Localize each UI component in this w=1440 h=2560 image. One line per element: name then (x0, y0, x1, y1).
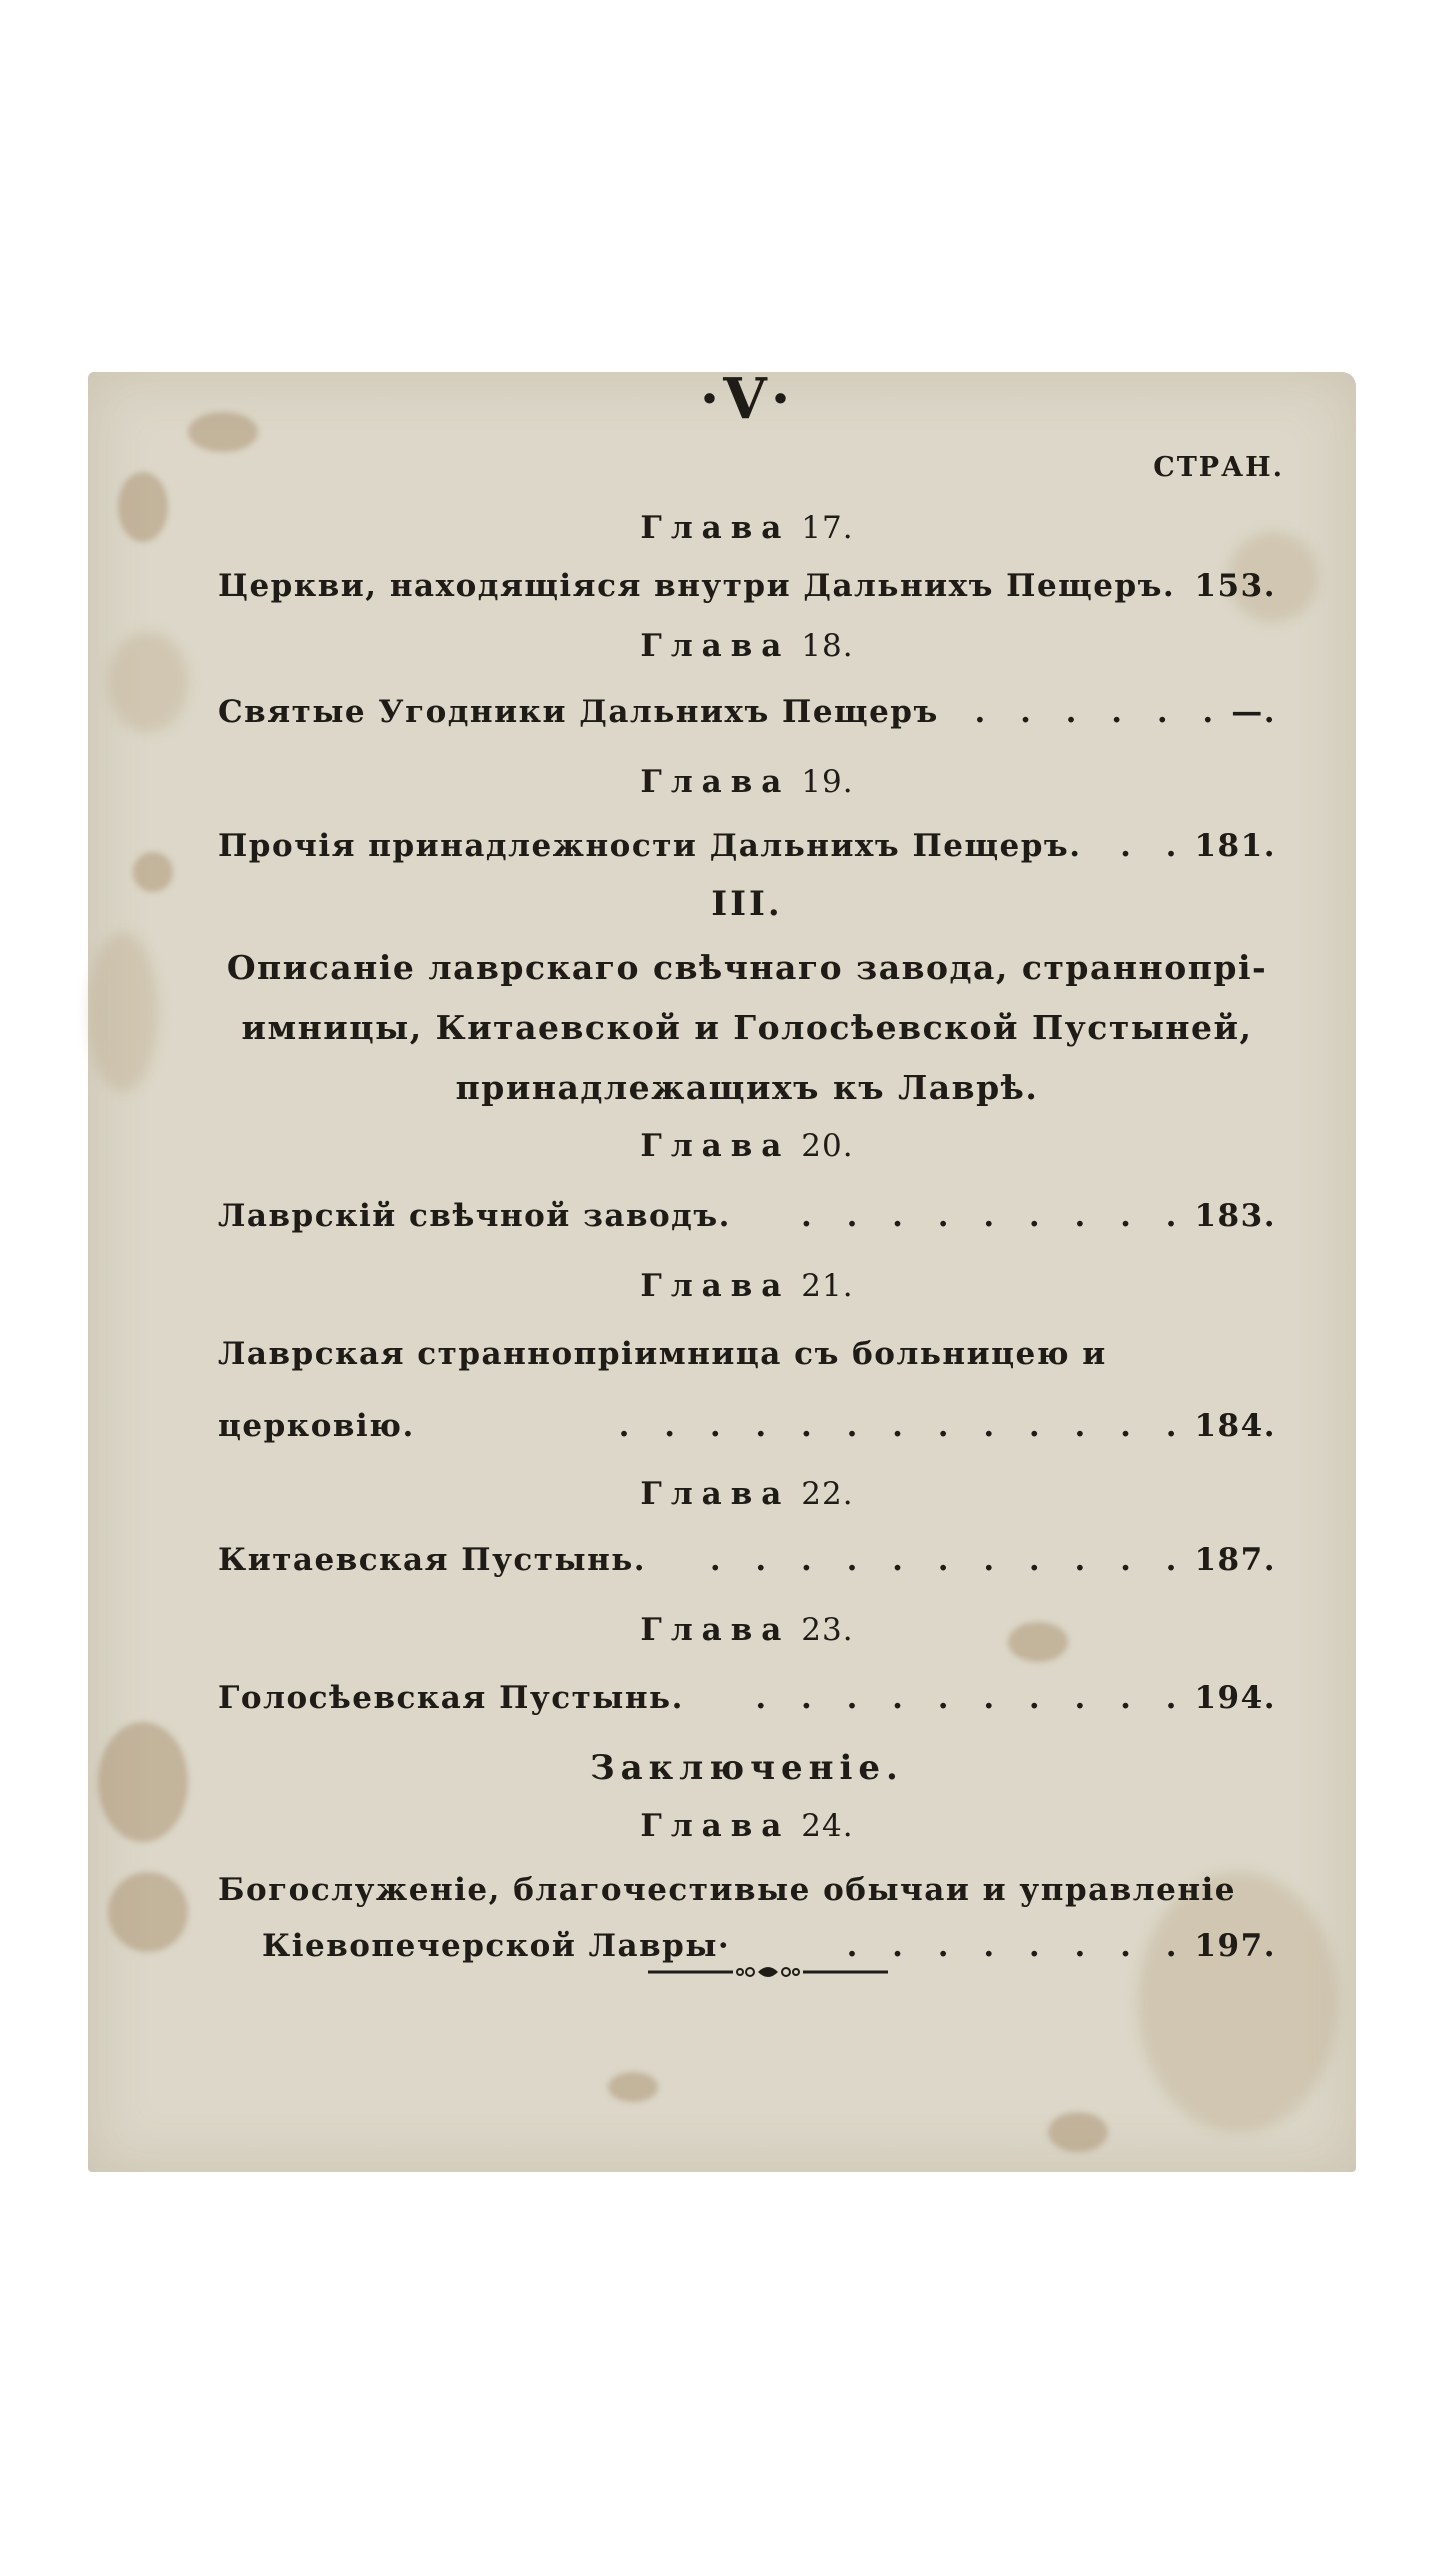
chapter-number: 21. (801, 1268, 854, 1304)
toc-entry-24-line-1 (218, 1872, 1276, 1908)
chapter-label: Глава (640, 628, 791, 664)
dot-leader: . . . . . . . . . . . . . (618, 1408, 1189, 1444)
page-column-header: СТРАН. (1153, 452, 1284, 483)
page-number: ·V· (699, 366, 795, 432)
entry-page: 187. (1194, 1542, 1276, 1578)
entry-title: церковію. (218, 1408, 415, 1444)
entry-page: —. (1231, 694, 1276, 730)
chapter-label: Глава (640, 1128, 791, 1164)
chapter-number: 19. (801, 764, 854, 800)
dot-leader: . . . . . . . . . . . (709, 1542, 1189, 1578)
entry-page: 153. (1194, 568, 1276, 604)
chapter-heading-24 (218, 1808, 1276, 1844)
chapter-label: Глава (640, 764, 791, 800)
dot-leader: . . . . . . . . (846, 1928, 1189, 1964)
entry-title: Лаврскій свѣчной заводъ. (218, 1198, 731, 1234)
dot-leader: . . . . . . . . . . (755, 1680, 1189, 1716)
chapter-heading-18 (218, 628, 1276, 664)
entry-title: Прочія принадлежности Дальнихъ Пещеръ. (218, 828, 1082, 864)
stain (108, 1872, 188, 1952)
entry-page: 183. (1194, 1198, 1276, 1234)
chapter-number: 18. (801, 628, 854, 664)
chapter-heading-20 (218, 1128, 1276, 1164)
chapter-heading-19 (218, 764, 1276, 800)
entry-page: 181. (1194, 828, 1276, 864)
toc-entry-19 (218, 828, 1276, 864)
entry-title: Голосѣевская Пустынь. (218, 1680, 684, 1716)
part-title-line-2: имницы, Китаевской и Голосѣевской Пустыней, (241, 1008, 1253, 1047)
ornament-divider-icon (648, 1962, 888, 1982)
toc-entry-24-line-2 (262, 1928, 1276, 1964)
toc-entry-17 (218, 568, 1276, 604)
chapter-label: Глава (640, 1612, 791, 1648)
part-title-line-3: принадлежащихъ къ Лаврѣ. (455, 1068, 1039, 1107)
chapter-label: Глава (640, 1268, 791, 1304)
toc-entry-21-line-1 (218, 1336, 1276, 1372)
stain (98, 1722, 188, 1842)
chapter-heading-22 (218, 1476, 1276, 1512)
entry-page: 184. (1194, 1408, 1276, 1444)
chapter-number: 23. (801, 1612, 854, 1648)
toc-entry-21-line-2 (218, 1408, 1276, 1444)
chapter-number: 20. (801, 1128, 854, 1164)
chapter-number: 17. (801, 510, 854, 546)
toc-entry-23 (218, 1680, 1276, 1716)
entry-title: Богослуженіе, благочестивые обычаи и управленіе (218, 1872, 1237, 1908)
entry-page: 194. (1194, 1680, 1276, 1716)
chapter-number: 24. (801, 1808, 854, 1844)
toc-entry-18 (218, 694, 1276, 730)
entry-title: Кіевопечерской Лавры· (262, 1928, 731, 1964)
entry-title: Китаевская Пустынь. (218, 1542, 647, 1578)
dot-leader: . . (1120, 828, 1189, 864)
chapter-label: Глава (640, 1808, 791, 1844)
entry-page: 197. (1194, 1928, 1276, 1964)
toc-entry-20 (218, 1198, 1276, 1234)
part-numeral: III. (711, 884, 783, 924)
entry-title: Церкви, находящіяся внутри Дальнихъ Пещеръ. (218, 568, 1176, 604)
conclusion-heading: Заключеніе. (590, 1748, 904, 1788)
stain (1048, 2112, 1108, 2152)
stain (133, 852, 173, 892)
stain (118, 472, 168, 542)
chapter-number: 22. (801, 1476, 854, 1512)
stain (108, 632, 188, 732)
stain (1138, 1872, 1338, 2132)
part-title-line-1: Описаніе лаврскаго свѣчнаго завода, страннопрі- (226, 948, 1268, 987)
chapter-label: Глава (640, 510, 791, 546)
entry-title: Святые Угодники Дальнихъ Пещеръ (218, 694, 939, 730)
dot-leader: . . . . . . (974, 694, 1226, 730)
entry-title: Лаврская страннопріимница съ больницею и (218, 1336, 1107, 1372)
chapter-heading-23 (218, 1612, 1276, 1648)
stain (608, 2072, 658, 2102)
toc-entry-22 (218, 1542, 1276, 1578)
dot-leader: . . . . . . . . . (801, 1198, 1189, 1234)
book-page (88, 366, 1356, 2172)
chapter-heading-21 (218, 1268, 1276, 1304)
chapter-heading-17 (218, 510, 1276, 546)
chapter-label: Глава (640, 1476, 791, 1512)
stain (88, 932, 158, 1092)
